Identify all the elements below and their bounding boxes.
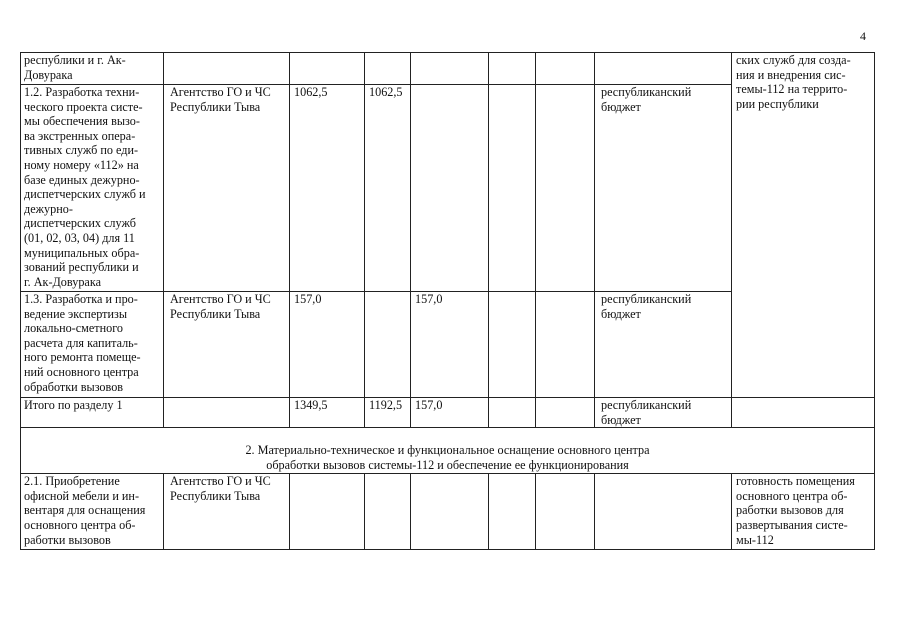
cell-org-1-2: Агентство ГО и ЧС Республики Тыва [164, 85, 290, 292]
cell-y1-1-2: 1062,5 [365, 85, 411, 292]
cell-total-1-2: 1062,5 [290, 85, 365, 292]
cell-y2-total: 157,0 [411, 398, 489, 428]
cell-y2-cont [411, 53, 489, 85]
cell-y2-1-2 [411, 85, 489, 292]
table-row-total [21, 398, 875, 428]
cell-y1-total: 1192,5 [365, 398, 411, 428]
cell-y3-total [489, 398, 536, 428]
cell-result-cont: ских служб для созда- ния и внедрения сис- темы-112 на террито- рии республики [732, 53, 875, 398]
cell-name-1-2: 1.2. Разработка техни- ческого проекта систе- мы обеспечения вызо- ва экстренных опера- тивных служб по еди- ному номеру «112» на базе единых дежурно- диспетчерских служб и дежурно- диспетчерских служб (01, 02, 03, 04) для 11 муниципальных обра- зований республики и г. Ак-Довурака [21, 85, 164, 292]
cell-y4-total [536, 398, 595, 428]
cell-y1-2-1 [365, 474, 411, 550]
cell-y4-1-3 [536, 292, 595, 398]
table-row-continuation [21, 53, 875, 85]
cell-source-cont [595, 53, 732, 85]
cell-y4-2-1 [536, 474, 595, 550]
cell-total-1-3: 157,0 [290, 292, 365, 398]
cell-y2-1-3: 157,0 [411, 292, 489, 398]
section-2-title: 2. Материально-техническое и функциональное оснащение основного центра обработки вызовов системы-112 и обеспечение ее функционирования [21, 428, 875, 474]
cell-result-2-1: готовность помещения основного центра об- работки вызовов для развертывания систе- мы-112 [732, 474, 875, 550]
program-table [20, 52, 875, 550]
cell-y4-1-2 [536, 85, 595, 292]
cell-name-cont: республики и г. Ак- Довурака [21, 53, 164, 85]
cell-source-1-2: республиканский бюджет [595, 85, 732, 292]
cell-source-1-3: республиканский бюджет [595, 292, 732, 398]
cell-org-1-3: Агентство ГО и ЧС Республики Тыва [164, 292, 290, 398]
cell-total-cont [290, 53, 365, 85]
cell-name-2-1: 2.1. Приобретение офисной мебели и ин- вентаря для оснащения основного центра об- работки вызовов [21, 474, 164, 550]
cell-source-2-1 [595, 474, 732, 550]
cell-y3-2-1 [489, 474, 536, 550]
cell-y1-cont [365, 53, 411, 85]
cell-result-total [732, 398, 875, 428]
section-header-row [21, 428, 875, 474]
cell-org-cont [164, 53, 290, 85]
cell-y3-cont [489, 53, 536, 85]
cell-y2-2-1 [411, 474, 489, 550]
cell-total-2-1 [290, 474, 365, 550]
cell-org-2-1: Агентство ГО и ЧС Республики Тыва [164, 474, 290, 550]
page-number: 4 [860, 29, 866, 43]
cell-total-total: 1349,5 [290, 398, 365, 428]
cell-y1-1-3 [365, 292, 411, 398]
cell-source-total: республиканский бюджет [595, 398, 732, 428]
cell-org-total [164, 398, 290, 428]
cell-y3-1-3 [489, 292, 536, 398]
cell-name-1-3: 1.3. Разработка и про- ведение экспертизы локально-сметного расчета для капиталь- ного ремонта помеще- ний основного центра обработки вызовов [21, 292, 164, 398]
cell-y3-1-2 [489, 85, 536, 292]
table-row-2-1 [21, 474, 875, 550]
cell-name-total: Итого по разделу 1 [21, 398, 164, 428]
cell-y4-cont [536, 53, 595, 85]
